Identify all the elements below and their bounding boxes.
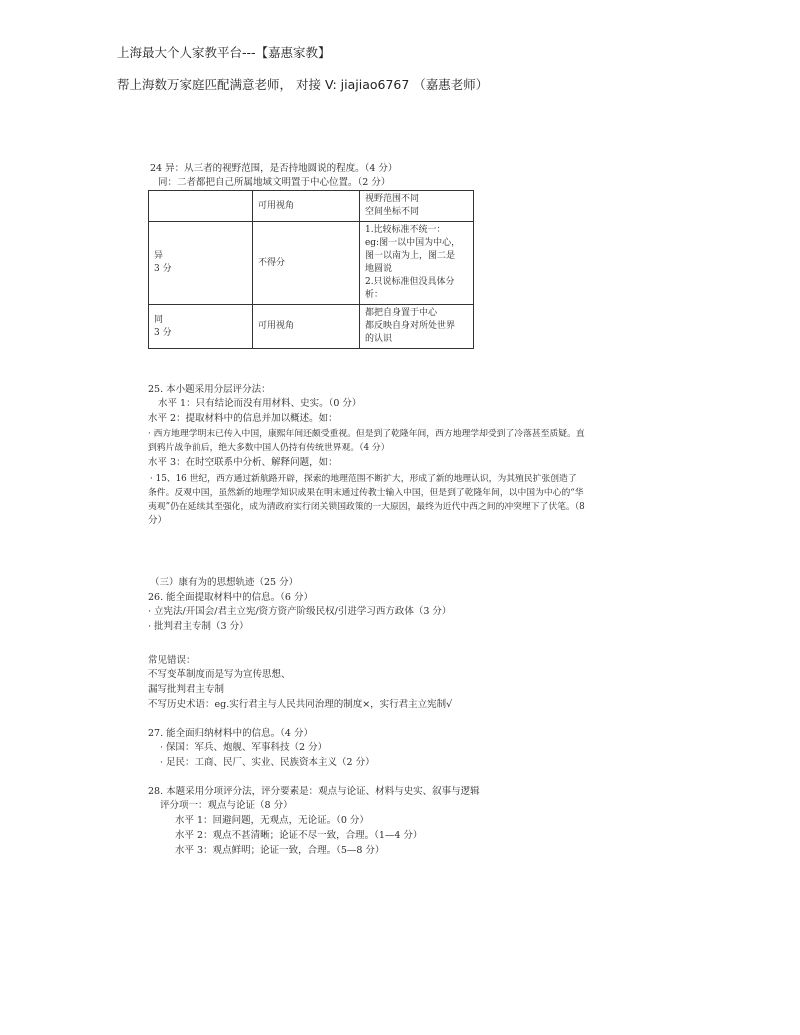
table-cell: 同 3 分 [149, 305, 253, 349]
table-row [149, 305, 474, 349]
header-line-1: 上海最大个人家教平台---【嘉惠家教】 [117, 45, 331, 60]
q25-level-2-text-cont: 到鸦片战争前后，绝大多数中国人仍持有传统世界观。（4 分） [148, 443, 390, 453]
q26-errors-heading: 常见错误： [148, 655, 196, 666]
q25-level-3-text-end: 分） [148, 515, 168, 526]
section-3-heading: （三）康有为的思想轨迹（25 分） [150, 577, 299, 588]
q25-level-2-text: · 西方地理学明末已传入中国，康熙年间还颇受重视。但是到了乾隆年间，西方地理学却受到了冷落甚至质疑。直 [148, 429, 585, 439]
q25-level-3: 水平 3：在时空联系中分析、解释问题，如： [148, 457, 338, 468]
q28-level-2: 水平 2：观点不甚清晰；论证不尽一致，合理。（1—4 分） [175, 830, 423, 841]
q25-heading: 25. 本小题采用分层评分法： [148, 384, 271, 395]
q26-heading: 26. 能全面提取材料中的信息。（6 分） [148, 592, 313, 603]
table-row [149, 191, 474, 222]
q26-error-1: 不写变革制度而是写为宣传思想、 [148, 669, 291, 680]
q27-point-2: · 足民：工商、民厂、实业、民族资本主义（2 分） [160, 757, 375, 768]
table-cell: 不得分 [253, 222, 360, 305]
q24-scoring-table [148, 190, 474, 349]
table-cell: 视野范围不同 空间坐标不同 [359, 191, 473, 222]
q26-point-2: · 批判君主专制（3 分） [148, 621, 249, 632]
q27-point-1: · 保国：军兵、炮舰、军事科技（2 分） [160, 742, 328, 753]
table-cell: 都把自身置于中心 都反映自身对所处世界 的认识 [359, 305, 473, 349]
q26-error-2: 漏写批判君主专制 [148, 684, 225, 695]
q25-level-3-text: · 15、16 世纪，西方通过新航路开辟，探索的地理范围不断扩大，形成了新的地理认识，为其殖民扩张创造了 [150, 474, 577, 484]
header-line-2: 帮上海数万家庭匹配满意老师， 对接 V: jiajiao6767 （嘉惠老师） [117, 77, 489, 92]
table-cell: 可用视角 [253, 305, 360, 349]
q28-item-1: 评分项一：观点与论证（8 分） [160, 800, 293, 811]
q25-level-3-text-cont2: 夷观”仍在延续其至强化，成为清政府实行闭关锁国政策的一大原因，最终为近代中西之间的冲突埋下了伏笔。（8 [148, 502, 585, 512]
q25-level-2: 水平 2：提取材料中的信息并加以概述。如： [148, 413, 338, 424]
table-row [149, 222, 474, 305]
q28-heading: 28. 本题采用分项评分法，评分要素是：观点与论证、材料与史实、叙事与逻辑 [148, 786, 480, 797]
q25-level-1: 水平 1：只有结论而没有用材料、史实。（0 分） [158, 398, 362, 409]
table-cell: 可用视角 [253, 191, 360, 222]
q28-level-1: 水平 1：回避问题，无观点，无论证。（0 分） [175, 815, 369, 826]
table-cell: 异 3 分 [149, 222, 253, 305]
table-cell: 1.比较标准不统一： eg:图一以中国为中心， 图一以南为上，图二是 地圆说 2.只说标准但没具体分 析： [359, 222, 473, 305]
q26-point-1: · 立宪法/开国会/君主立宪/资方资产阶级民权/引进学习西方政体（3 分） [148, 606, 452, 617]
q25-level-3-text-cont: 条件。反观中国，虽然新的地理学知识成果在明末通过传教士输入中国，但是到了乾隆年间，以中国为中心的“华 [148, 488, 584, 498]
q24-similarity: 同：二者都把自己所属地域文明置于中心位置。（2 分） [158, 177, 391, 188]
q26-error-3: 不写历史术语：eg.实行君主与人民共同治理的制度×，实行君主立宪制√ [148, 699, 453, 710]
q28-level-3: 水平 3：观点鲜明；论证一致，合理。（5—8 分） [175, 845, 385, 856]
q27-heading: 27. 能全面归纳材料中的信息。（4 分） [148, 728, 313, 739]
scanned-answer-page [140, 150, 650, 880]
q24-difference: 24 异：从三者的视野范围，是否持地圆说的程度。（4 分） [150, 163, 398, 174]
table-cell [149, 191, 253, 222]
